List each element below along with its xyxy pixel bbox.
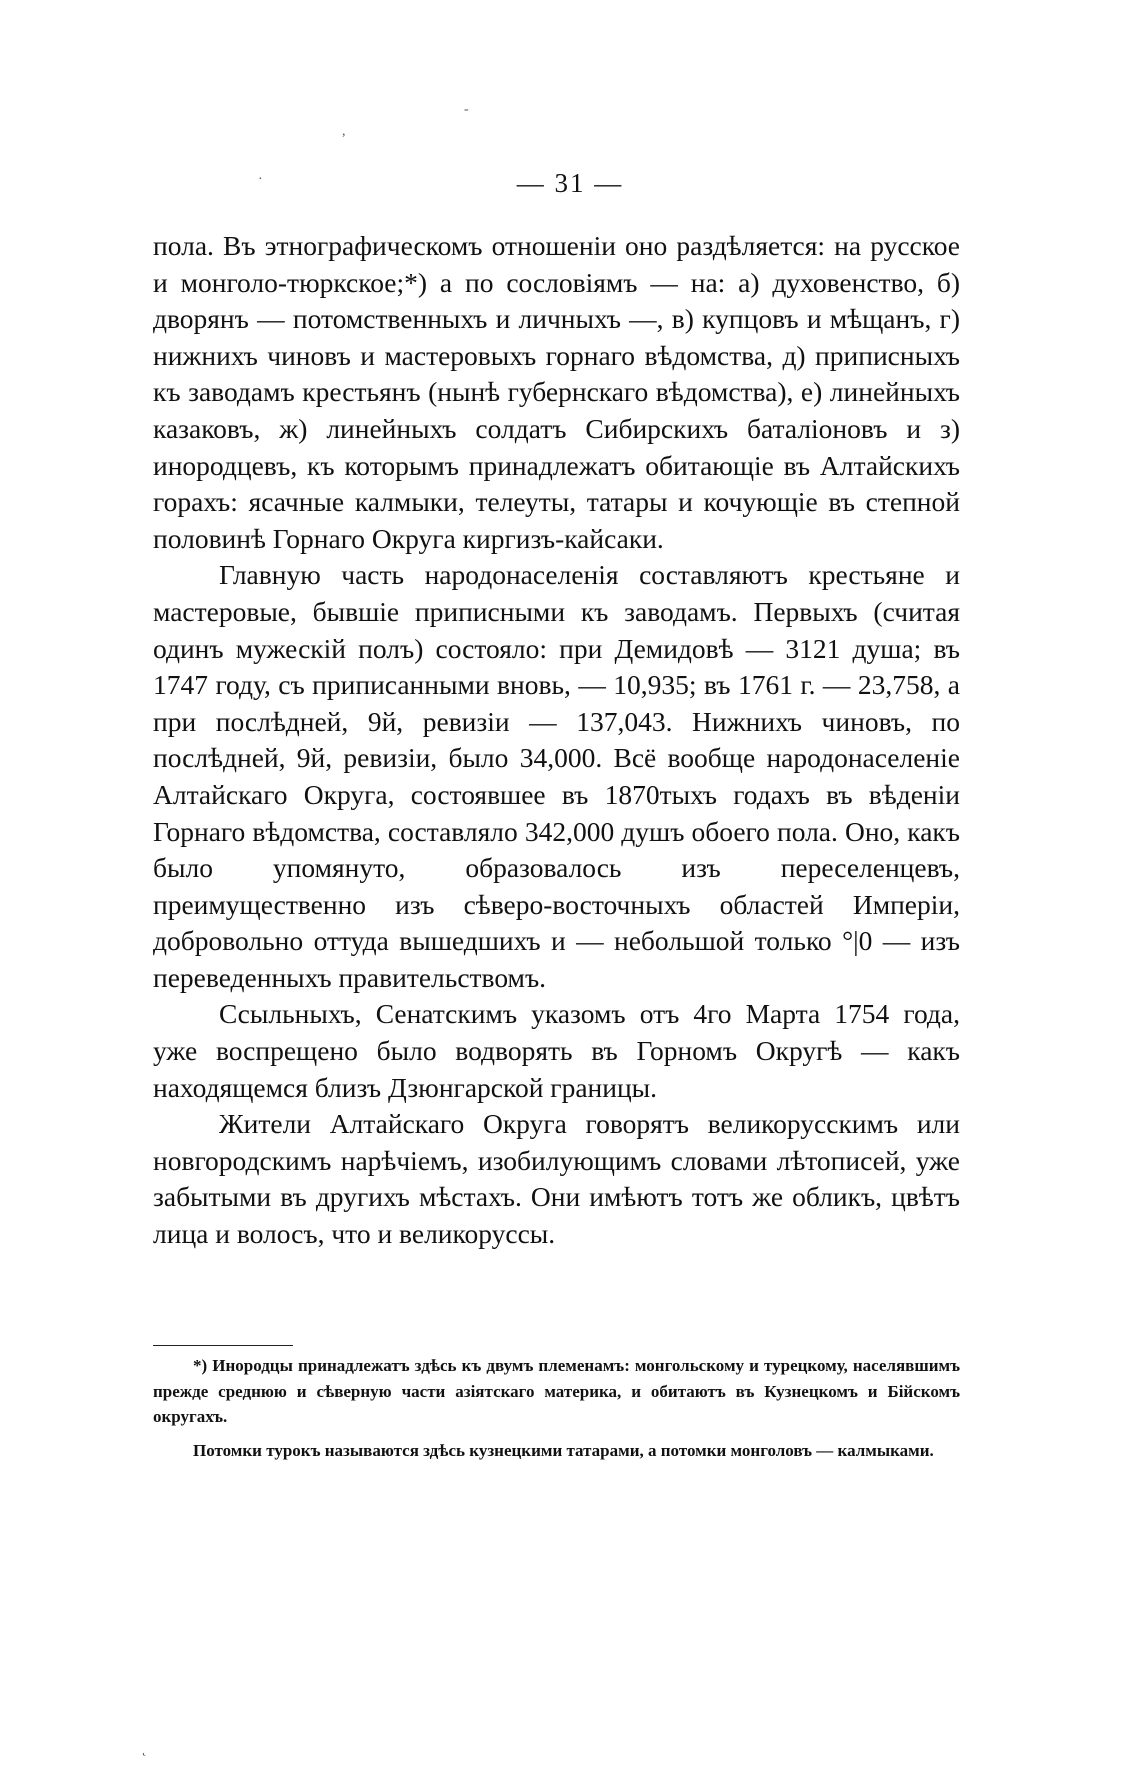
footnote: Потомки турокъ называются здѣсь кузнецкими татарами, а потомки монголовъ — калмыками. bbox=[193, 1440, 934, 1460]
paragraph: Жители Алтайскаго Округа говорятъ великорусскимъ или новгородскимъ нарѣчіемъ, изобилующимъ словами лѣтописей, уже забытыми въ другихъ мѣстахъ. Они имѣютъ тотъ же обликъ, цвѣтъ лица и волосъ, что и великоруссы. bbox=[153, 1108, 960, 1250]
footnote-separator bbox=[153, 1345, 293, 1346]
page-number: — 31 — bbox=[516, 168, 624, 198]
scan-speck: · bbox=[258, 172, 263, 187]
paragraph: Ссыльныхъ, Сенатскимъ указомъ отъ 4го Марта 1754 года, уже воспрещено было водворять въ Горномъ Округѣ — какъ находящемся близъ Дзюнгарской границы. bbox=[153, 998, 960, 1103]
scan-speck: , bbox=[342, 124, 346, 139]
scan-speck: ˛ bbox=[142, 1742, 147, 1757]
footnote: *) Инородцы принадлежатъ здѣсь къ двумъ племенамъ: монгольскому и турецкому, населявшимъ прежде среднюю и сѣверную части азіятскаго материка, и обитаютъ въ Кузнецкомъ и Бійскомъ округахъ. bbox=[153, 1356, 960, 1426]
paragraph: пола. Въ этнографическомъ отношеніи оно раздѣляется: на русское и монголо-тюркское;*) а по сословіямъ — на: а) духовенство, б) дворянъ — потомственныхъ и личныхъ —, в) купцовъ и мѣщанъ, г) нижнихъ чиновъ и мастеровыхъ горнаго вѣдомства, д) приписныхъ къ заводамъ крестьянъ (нынѣ губернскаго вѣдомства), е) линейныхъ казаковъ, ж) линейныхъ солдатъ Сибирскихъ баталіоновъ и з) инородцевъ, къ которымъ принадлежатъ обитающіе въ Алтайскихъ горахъ: ясачные калмыки, телеуты, татары и кочующіе въ степной половинѣ Горнаго Округа киргизъ-кайсаки. bbox=[153, 230, 960, 554]
footnotes bbox=[153, 1353, 960, 1463]
paragraph: Главную часть народонаселенія составляютъ крестьяне и мастеровые, бывшіе приписными къ заводамъ. Первыхъ (считая одинъ мужескій полъ) состояло: при Демидовѣ — 3121 душа; въ 1747 году, съ приписанными вновь, — 10,935; въ 1761 г. — 23,758, а при послѣдней, 9й, ревизіи — 137,043. Нижнихъ чиновъ, по послѣдней, 9й, ревизіи, было 34,000. Всё вообще народонаселеніе Алтайскаго Округа, состоявшее въ 1870тыхъ годахъ въ вѣденіи Горнаго вѣдомства, составляло 342,000 душъ обоего пола. Оно, какъ было упомянуто, образовалось изъ переселенцевъ, преимущественно изъ сѣверо-восточныхъ областей Имперіи, добровольно оттуда вышедшихъ и — небольшой только °|0 — изъ переведенныхъ правительствомъ. bbox=[153, 559, 960, 993]
scan-speck: - bbox=[464, 102, 469, 117]
main-text bbox=[153, 228, 960, 1253]
